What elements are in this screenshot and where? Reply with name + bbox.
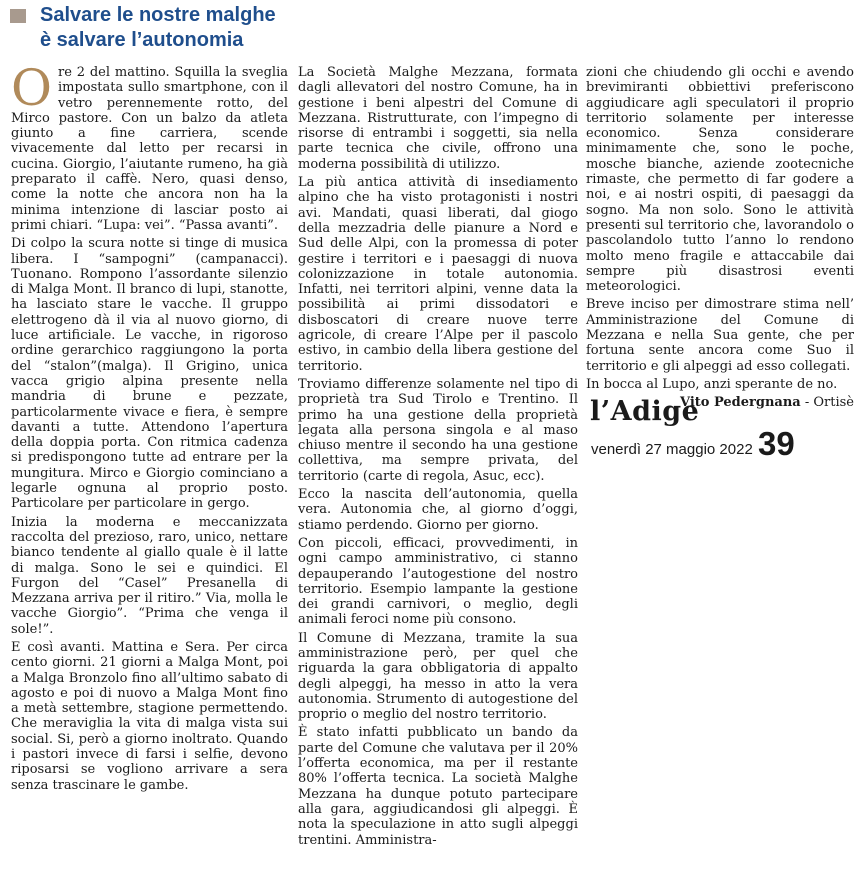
paragraph: Troviamo differenze solamente nel tipo di proprietà tra Sud Tirolo e Trentino. Il primo ha una gestione della proprietà legata alla persona singola e al maso chiuso mentre il secondo ha una gestione collettiva, ma sempre privata, del territorio (carte di regola, Asuc, ecc).: [298, 376, 578, 484]
article-column-1: [11, 59, 288, 796]
publication-date: venerdì 27 maggio 2022: [591, 441, 753, 458]
paragraph: La Società Malghe Mezzana, formata dagli allevatori del nostro Comune, ha in gestione i beni alpestri del Comune di Mezzana. Ristrutturate, con l’impegno di risorse di entrambi i soggetti, sia nella parte tecnica che civile, offrono una moderna possibilità di utilizzo.: [298, 65, 578, 172]
paragraph: In bocca al Lupo, anzi sperante de no.: [586, 376, 838, 392]
author-place: - Ortisè: [800, 395, 854, 411]
headline-line-1: Salvare le nostre malghe: [40, 4, 276, 26]
paragraph: zioni che chiudendo gli occhi e avendo brevimiranti obbiettivi preferiscono aggiudicare agli speculatori il proprio territorio solamente per interesse economico. Senza considerare minimamente che, sono le poche, mosche bianche, aziende zootecniche rimaste, che permetto di far godere a noi, e ai nostri ospiti, di paesaggi da sogno. Ma non solo. Sono le attività presenti sul territorio che, lavorandolo o pascolandolo tutto l’anno lo rendono molto meno fragile e attaccabile dai sempre più disastrosi eventi meteorologici.: [586, 65, 854, 295]
paragraph: La più antica attività di insediamento alpino che ha visto protagonisti i nostri avi. Mandati, quasi liberati, dal giogo della mezzadria delle pianure a Nord e Sud delle Alpi, con la promessa di poter gestire i territori e i paesaggi di nuova colonizzazione in totale autonomia. Infatti, nei territori alpini, venne data la possibilità ai primi dissodatori e disboscatori di creare nuove terre agricole, di creare l’Alpe per il pascolo estivo, in cambio della libera gestione del territorio.: [298, 175, 578, 374]
article-column-2: [298, 65, 578, 851]
paragraph: Con piccoli, efficaci, provvedimenti, in ogni campo amministrativo, ci stanno depauperando l’autogestione del nostro territorio. Esempio lampante la gestione dei grandi carnivori, o meglio, degli animali feroci nome più consono.: [298, 535, 578, 628]
article-column-3: [586, 65, 854, 411]
paragraph: Il Comune di Mezzana, tramite la sua amministrazione però, per quel che riguarda la gara obbligatoria di appalto degli alpeggi, ha messo in atto la vera autonomia. Strumento di autogestione del proprio o meglio del nostro territorio.: [298, 630, 578, 723]
paragraph: [11, 59, 288, 233]
headline: [40, 3, 276, 53]
paragraph: Ecco la nascita dell’autonomia, quella vera. Autonomia che, al giorno d’oggi, stiamo perdendo. Giorno per giorno.: [298, 487, 578, 533]
paragraph: Di colpo la scura notte si tinge di musica libera. I “sampogni” (campanacci). Tuonano. Rompono l’assordante silenzio di Malga Mont. Il branco di lupi, stanotte, ha lasciato stare le vacche. Il gruppo elettrogeno dà il via al nuovo giorno, di luce artificiale. Le vacche, in rigoroso ordine gerarchico raggiungono la porta del “stalon”(malga). Il Grigino, unica vacca grigio alpina presente nella mandria di brune e pezzate, particolarmente vivace e fiera, è sempre davanti a tutte. Attendono l’apertura della doppia porta. Con ritmica cadenza si predispongono tutte ad entrare per la mungitura. Mirco e Giorgio cominciano a legarle ognuna al proprio posto. Particolare per particolare in gergo.: [11, 236, 288, 512]
paragraph: È stato infatti pubblicato un bando da parte del Comune che valutava per il 20% l’offerta economica, ma per il restante 80% l’offerta tecnica. La società Malghe Mezzana ha dunque potuto partecipare alla gara, aggiudicandosi gli alpeggi. È nota la speculazione in atto sugli alpeggi trentini. Amministra-: [298, 725, 578, 848]
author-name: Vito Pedergnana: [679, 395, 801, 411]
paragraph: Breve inciso per dimostrare stima nell’ Amministrazione del Comune di Mezzana e nella Sua gente, che per fortuna sente ancora come Suo il territorio e gli alpeggi ad esso collegati.: [586, 297, 854, 374]
newspaper-logo: l’Adige: [590, 396, 700, 427]
headline-marker: [10, 9, 26, 23]
drop-cap: O: [11, 59, 52, 117]
page-number: 39: [758, 425, 795, 462]
paragraph: Inizia la moderna e meccanizzata raccolta del prezioso, raro, unico, nettare bianco tendente al giallo quale è il latte di malga. Sono le sei e quindici. El Furgon del “Casel” Presanella di Mezzana arriva per il ritiro.” Via, molla le vacche Giorgio”. “Prima che venga il sole!”.: [11, 514, 288, 637]
paragraph-text: re 2 del mattino. Squilla la sveglia impostata sullo smartphone, con il vetro perennemente rotto, del Mirco pastore. Con un balzo da atleta giunto a fine carriera, scende vivacemente dal letto per recarsi in cucina. Giorgio, l’aiutante rumeno, ha già preparato il caffè. Nero, quasi denso, come la notte che ancora non ha la minima intenzione di lasciar posto ai primi chiari. “Lupa: vei”. “Passa avanti”.: [11, 65, 288, 233]
paragraph: E così avanti. Mattina e Sera. Per circa cento giorni. 21 giorni a Malga Mont, poi a Malga Bronzolo fino all’ultimo sabato di agosto e poi di nuovo a Malga Mont fino a metà settembre, stagione permettendo. Che meraviglia la vita di malga vista sui social. Si, però a giorno inoltrato. Quando i pastori invece di farsi i selfie, devono riposarsi se vogliono arrivare a sera senza trascinare le gambe.: [11, 639, 288, 793]
headline-line-2: è salvare l’autonomia: [40, 29, 244, 51]
